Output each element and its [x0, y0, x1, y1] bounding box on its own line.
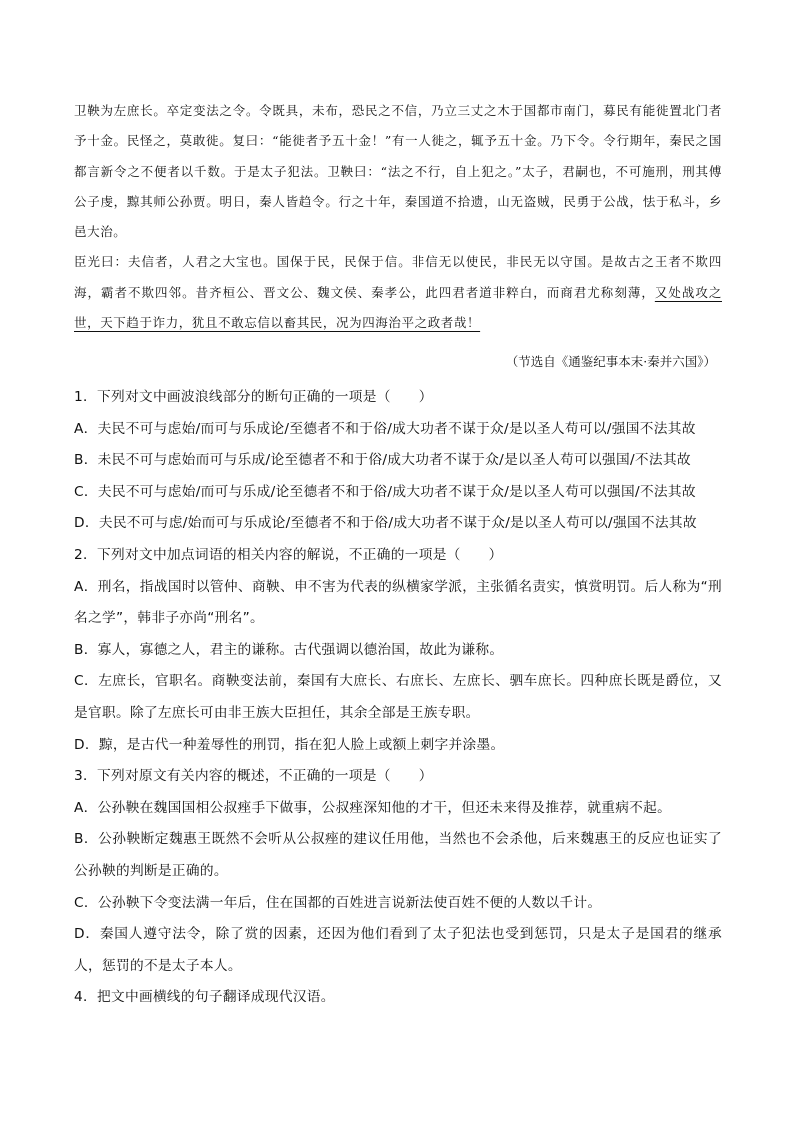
passage-paragraph-1: 卫鞅为左庶长。卒定变法之令。令既具，未布，恐民之不信，乃立三丈之木于国都市南门，募民有能徙置北门者予十金。民怪之，莫敢徙。复曰：“能徙者予五十金！”有一人徙之，辄予五十金。乃下令。令行期年，秦民之国都言新令之不便者以千数。于是太子犯法。卫鞅曰：“法之不行，自上犯之。”太子，君嗣也，不可施刑，刑其傅公子虔，黥其师公孙贾。明日，秦人皆趋令。行之十年，秦国道不拾遗，山无盗贼，民勇于公战，怯于私斗，乡邑大治。 [74, 103, 722, 240]
classical-passage [74, 96, 722, 338]
question-1-option-d: D．夫民不可与虑/始而可与乐成论/至德者不和于俗/成大功者不谋于众/是以圣人苟可以/强国不法其故 [74, 515, 697, 532]
question-2-stem: 2．下列对文中加点词语的相关内容的解说，不正确的一项是（ ） [74, 546, 503, 563]
question-3-stem: 3．下列对原文有关内容的概述，不正确的一项是（ ） [74, 768, 433, 785]
question-3-option-b: B．公孙鞅断定魏惠王既然不会听从公叔痤的建议任用他，当然也不会杀他，后来魏惠王的反应也证实了公孙鞅的判断是正确的。 [74, 831, 722, 879]
question-4-stem: 4．把文中画横线的句子翻译成现代汉语。 [74, 989, 335, 1006]
question-2-option-b: B．寡人，寡德之人，君主的谦称。古代强调以德治国，故此为谦称。 [74, 641, 504, 658]
passage-source: （节选自《通鉴纪事本末·秦并六国》） [505, 354, 716, 369]
question-1-option-a: A．夫民不可与虑始/而可与乐成论/至德者不和于俗/成大功者不谋于众/是以圣人苟可以/强国不法其故 [74, 420, 696, 437]
question-1-stem: 1．下列对文中画波浪线部分的断句正确的一项是（ ） [74, 389, 433, 405]
question-2-option-d: D．黥，是古代一种羞辱性的刑罚，指在犯人脸上或额上刺字并涂墨。 [74, 736, 505, 753]
underlined-sentence: 又处战攻之世，天下趋于诈力，犹且不敢忘信以畜其民，况为四海治平之政者哉！ [74, 284, 722, 331]
question-2-option-a: A．刑名，指战国时以管仲、商鞅、申不害为代表的纵横家学派，主张循名责实，慎赏明罚。后人称为“刑名之学”，韩非子亦尚“刑名”。 [74, 578, 722, 627]
question-1-option-c: C．夫民不可与虑始/而可与乐成/论至德者不和于俗/成大功者不谋于众/是以圣人苟可以强国/不法其故 [74, 483, 696, 500]
passage-paragraph-2 [74, 247, 722, 338]
question-list [74, 382, 722, 1014]
question-2-option-c: C．左庶长，官职名。商鞅变法前，秦国有大庶长、右庶长、左庶长、驷车庶长。四种庶长既是爵位，又是官职。除了左庶长可由非王族大臣担任，其余全部是王族专职。 [74, 673, 722, 721]
question-3-option-d: D．秦国人遵守法令，除了赏的因素，还因为他们看到了太子犯法也受到惩罚，只是太子是国君的继承人，惩罚的不是太子本人。 [74, 926, 722, 974]
question-3-option-a: A．公孙鞅在魏国国相公叔痤手下做事，公叔痤深知他的才干，但还未来得及推荐，就重病不起。 [74, 799, 672, 816]
passage-paragraph-2-text: 臣光曰：夫信者，人君之大宝也。国保于民，民保于信。非信无以使民，非民无以守国。是故古之王者不欺四海，霸者不欺四邻。昔齐桓公、晋文公、魏文侯、秦孝公，此四君者道非粹白，而商君尤称刻薄， [74, 254, 722, 300]
question-3-option-c: C．公孙鞅下令变法满一年后，住在国都的百姓进言说新法使百姓不便的人数以千计。 [74, 894, 602, 911]
question-1-option-b: B．未民不可与虑始而可与乐成/论至德者不和于俗/成大功者不谋于众/是以圣人苟可以强国/不法其故 [74, 452, 691, 469]
